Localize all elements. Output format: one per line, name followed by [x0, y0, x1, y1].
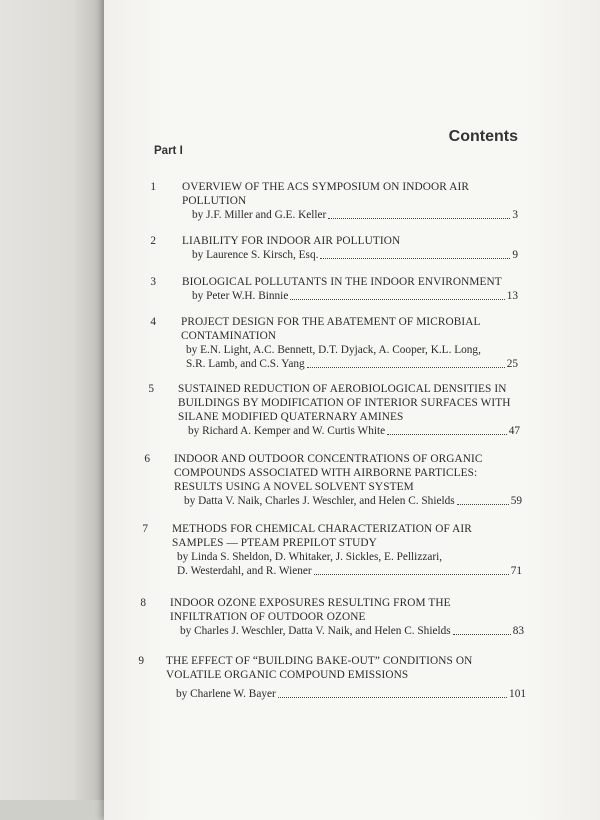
entry-authors-text: by Datta V. Naik, Charles J. Weschler, and Helen C. Shields	[184, 495, 455, 507]
dot-leader	[457, 504, 509, 505]
entry-authors-text: by Charlene W. Bayer	[176, 688, 276, 700]
entry-number: 2	[150, 235, 156, 247]
entry-title-line: RESULTS USING A NOVEL SOLVENT SYSTEM	[174, 481, 414, 493]
entry-title-line: INFILTRATION OF OUTDOOR OZONE	[170, 611, 366, 623]
entry-page-number: 83	[512, 625, 524, 637]
dot-leader	[328, 218, 510, 219]
entry-number: 9	[138, 655, 144, 667]
entry-title-line: VOLATILE ORGANIC COMPOUND EMISSIONS	[166, 669, 409, 681]
dot-leader	[278, 697, 507, 698]
entry-authors	[182, 248, 518, 262]
entry-title-line: OVERVIEW OF THE ACS SYMPOSIUM ON INDOOR AIR	[182, 181, 469, 193]
entry-page-number: 3	[512, 209, 518, 221]
entry-authors-text: by Charles J. Weschler, Datta V. Naik, and Helen C. Shields	[180, 625, 451, 637]
entry-authors-line: by E.N. Light, A.C. Bennett, D.T. Dyjack, A. Cooper, K.L. Long,	[186, 344, 481, 356]
entry-page-number: 71	[510, 565, 522, 577]
entry-authors-text: S.R. Lamb, and C.S. Yang	[186, 358, 305, 370]
entry-page-number: 59	[510, 495, 522, 507]
entry-title-line: INDOOR AND OUTDOOR CONCENTRATIONS OF ORGANIC	[174, 453, 483, 465]
entry-number: 4	[150, 316, 156, 328]
entry-authors-text: by J.F. Miller and G.E. Keller	[192, 209, 327, 221]
entry-authors	[174, 494, 522, 508]
dot-leader	[290, 299, 504, 300]
entry-number: 1	[150, 181, 156, 193]
entry-page-number: 47	[508, 425, 520, 437]
entry-title-line: METHODS FOR CHEMICAL CHARACTERIZATION OF AIR	[172, 523, 472, 535]
entry-authors	[166, 687, 526, 701]
entry-authors	[172, 564, 522, 578]
entry-title-line: BUILDINGS BY MODIFICATION OF INTERIOR SURFACES WITH	[178, 397, 511, 409]
entry-authors	[178, 424, 520, 438]
entry-title-line: THE EFFECT OF “BUILDING BAKE-OUT” CONDITIONS ON	[166, 655, 473, 667]
entry-number: 3	[150, 276, 156, 288]
entry-page-number: 9	[512, 249, 518, 261]
entry-authors	[182, 289, 518, 303]
entry-title-line: BIOLOGICAL POLLUTANTS IN THE INDOOR ENVIRONMENT	[182, 276, 502, 288]
previous-page-edge	[0, 0, 104, 800]
entry-number: 5	[148, 383, 154, 395]
entry-authors	[181, 357, 518, 371]
entry-title-line: SAMPLES — PTEAM PREPILOT STUDY	[172, 537, 377, 549]
entry-authors-text: by Laurence S. Kirsch, Esq.	[192, 249, 319, 261]
contents-heading: Contents	[448, 128, 518, 145]
entry-title-line: PROJECT DESIGN FOR THE ABATEMENT OF MICROBIAL	[181, 316, 481, 328]
entry-title-line: COMPOUNDS ASSOCIATED WITH AIRBORNE PARTICLES:	[174, 467, 478, 479]
dot-leader	[387, 434, 507, 435]
entry-number: 8	[140, 597, 146, 609]
entry-authors-line: by Linda S. Sheldon, D. Whitaker, J. Sickles, E. Pellizzari,	[177, 551, 443, 563]
entry-title-line: INDOOR OZONE EXPOSURES RESULTING FROM THE	[170, 597, 451, 609]
entry-authors	[182, 208, 518, 222]
dot-leader	[314, 574, 509, 575]
part-heading: Part I	[154, 145, 183, 157]
entry-page-number: 13	[506, 290, 518, 302]
dot-leader	[307, 367, 505, 368]
entry-page-number: 25	[506, 358, 518, 370]
entry-title-line: LIABILITY FOR INDOOR AIR POLLUTION	[182, 235, 401, 247]
entry-authors-text: by Richard A. Kemper and W. Curtis White	[188, 425, 386, 437]
entry-title-line: CONTAMINATION	[181, 330, 277, 342]
entry-title-line: POLLUTION	[182, 195, 247, 207]
entry-authors-text: D. Westerdahl, and R. Wiener	[177, 565, 312, 577]
entry-title-line: SILANE MODIFIED QUATERNARY AMINES	[178, 411, 404, 423]
entry-authors-text: by Peter W.H. Binnie	[192, 290, 289, 302]
dot-leader	[320, 258, 510, 259]
entry-page-number: 101	[509, 688, 526, 700]
entry-number: 7	[142, 523, 148, 535]
entry-number: 6	[144, 453, 150, 465]
entry-authors	[170, 624, 524, 638]
entry-title-line: SUSTAINED REDUCTION OF AEROBIOLOGICAL DENSITIES IN	[178, 383, 507, 395]
dot-leader	[453, 634, 511, 635]
